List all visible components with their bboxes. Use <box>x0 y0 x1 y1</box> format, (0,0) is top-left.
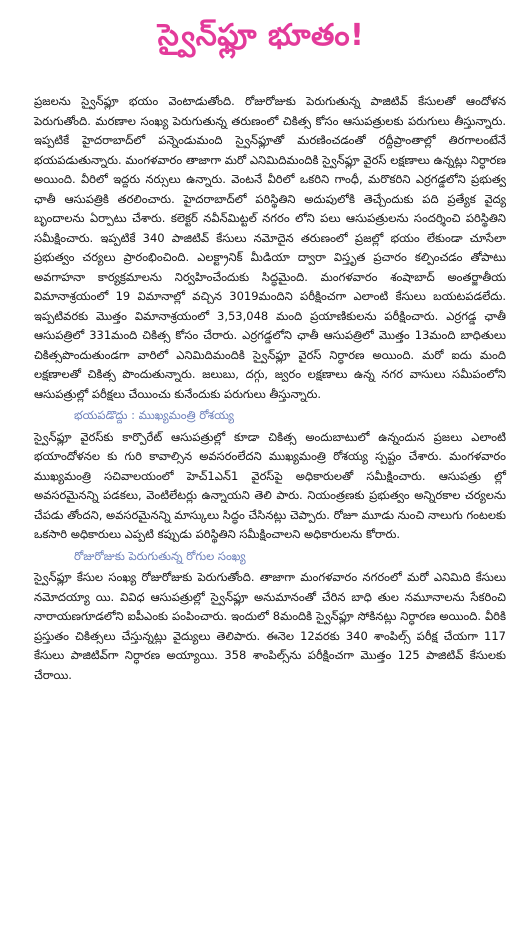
article-paragraph-3: స్వైన్‌ఫ్లూ కేసుల సంఖ్య రోజురోజుకు పెరుగుతోంది. తాజాగా మంగళవారం నగరంలో మరో ఎనిమిది కేసులు నమోదయ్యా యి. వివిధ ఆసుపత్రుల్లో స్వైన్‌ఫ్లూ అనుమానంతో చేరిన బాధి తుల నమూనాలను సేకరించి నారాయణగూడలోని ఐపీఎంకు పంపించారు. ఇందులో 8మందికి స్వైన్‌ఫ్లూ సోకినట్లు నిర్ధారణ అయింది. వీరికి ప్రస్తుతం చికిత్సలు చేస్తున్నట్లు వైద్యులు తెలిపారు. ఈనెల 12వరకు 340 శాంపిల్స్ పరీక్ష చేయగా 117 కేసులు పాజిటివ్‌గా నిర్ధారణ అయ్యాయి. 358 శాంపిల్స్‌ను పరీక్షించగా మొత్తం 125 పాజిటివ్ కేసులకు చేరాయి. <box>34 570 506 682</box>
article-body <box>34 92 506 685</box>
article-headline: స్వైన్‌ఫ్లూ భూతం! <box>157 18 365 53</box>
article-subhead-1: భయపడొద్దు : ముఖ్యమంత్రి రోశయ్య <box>74 408 235 422</box>
article-subhead-2: రోజురోజుకు పెరుగుతున్న రోగుల సంఖ్య <box>74 548 246 563</box>
article-paragraph-2: స్వైన్‌ఫ్లూ వైరస్‌కు కార్పొరేట్ ఆసుపత్రుల్లో కూడా చికిత్స అందుబాటులో ఉన్నందున ప్రజలు ఎలాంటి భయాందోళనల కు గురి కావాల్సిన అవసరంలేదని ముఖ్యమంత్రి రోశయ్య స్పష్టం చేశారు. మంగళవారం ముఖ్యమంత్రి సచివాలయంలో హెచ్1ఎన్1 వైరస్‌పై అధికారులతో సమీక్షించారు. ఆసుపత్రు ల్లో అవసరమైనన్ని పడకలు, వెంటిలేటర్లు ఉన్నాయని తెలి పారు. నియంత్రణకు ప్రభుత్వం అన్నిరకాల చర్యలను చేపడు తోందని, అవసరమైనన్ని మాస్కులు సిద్ధం చేసినట్లు చెప్పారు. రోజూ మూడు నుంచి నాలుగు గంటలకు ఒకసారి అధికారులు ఎప్పటి కప్పుడు పరిస్థితిని సమీక్షించాలని అధికారులను కోరారు. <box>34 429 506 541</box>
article-paragraph-1: ప్రజలను స్వైన్‌ఫ్లూ భయం వెంటాడుతోంది. రోజురోజుకు పెరుగుతున్న పాజిటివ్ కేసులతో ఆందోళన పెరుగుతోంది. మరణాల సంఖ్య పెరుగుతున్న తరుణంలో చికిత్స కోసం ఆసుపత్రులకు పరుగులు తీస్తున్నారు. ఇప్పటికే హైదరాబాద్‌లో పన్నెండుమంది స్వైన్‌ఫ్లూతో మరణించడంతో రద్దీప్రాంతాల్లో తిరగాలంటేనే భయపడుతున్నారు. మంగళవారం తాజాగా మరో ఎనిమిదిమందికి స్వైన్‌ఫ్లూ వైరస్ లక్షణాలు ఉన్నట్లు నిర్ధారణ అయింది. వీరిలో ఇద్దరు నర్సులు ఉన్నారు. వెంటనే వీరిలో ఒకరిని గాంధీ, మరొకరిని ఎర్రగడ్డలోని ప్రభుత్వ ఛాతీ ఆసుపత్రికి తరలించారు. హైదరాబాద్‌లో పరిస్థితిని అదుపులోకి తెచ్చేందుకు పది ప్రత్యేక వైద్య బృందాలను ఏర్పాటు చేశారు. కలెక్టర్ నవీన్‌మిట్టల్ నగరం లోని పలు ఆసుపత్రులను సందర్శించి పరిస్థితిని సమీక్షించారు. ఇప్పటికే 340 పాజిటివ్ కేసులు నమోదైన తరుణంలో ప్రజల్లో భయం లేకుండా చూసేలా ప్రభుత్వం చర్యలు ప్రారంభించింది. ఎలక్ట్రానిక్ మీడియా ద్వారా విస్తృత ప్రచారం కల్పించడం తోపాటు అవగాహనా కార్యక్రమాలను నిర్వహించేందుకు సిద్ధమైంది. మంగళవారం శంషాబాద్ అంతర్జాతీయ విమానాశ్రయంలో 19 విమానాల్లో వచ్చిన 3019మందిని పరీక్షించగా ఎలాంటి కేసులు బయటపడలేదు. ఇప్పటివరకు మొత్తం విమానాశ్రయంలో 3,53,048 మంది ప్రయాణికులను పరీక్షించారు. ఎర్రగడ్డ ఛాతీ ఆసుపత్రిలో 331మంది చికిత్స కోసం చేరారు. ఎర్రగడ్డలోని ఛాతీ ఆసుపత్రిలో మొత్తం 13మంది బాధితులు చికిత్సపొందుతుండగా వారిలో ఎనిమిదిమందికి స్వైన్‌ఫ్లూ వైరస్ నిర్ధారణ అయింది. మరో ఐదు మంది లక్షణాలతో చికిత్స పొందుతున్నారు. జలుబు, దగ్గు, జ్వరం లక్షణాలు ఉన్న నగర వాసులు సమీపంలోని ఆసుపత్రుల్లో పరీక్షలు చేయించు కునేందుకు పరుగులు తీస్తున్నారు. <box>34 94 506 401</box>
